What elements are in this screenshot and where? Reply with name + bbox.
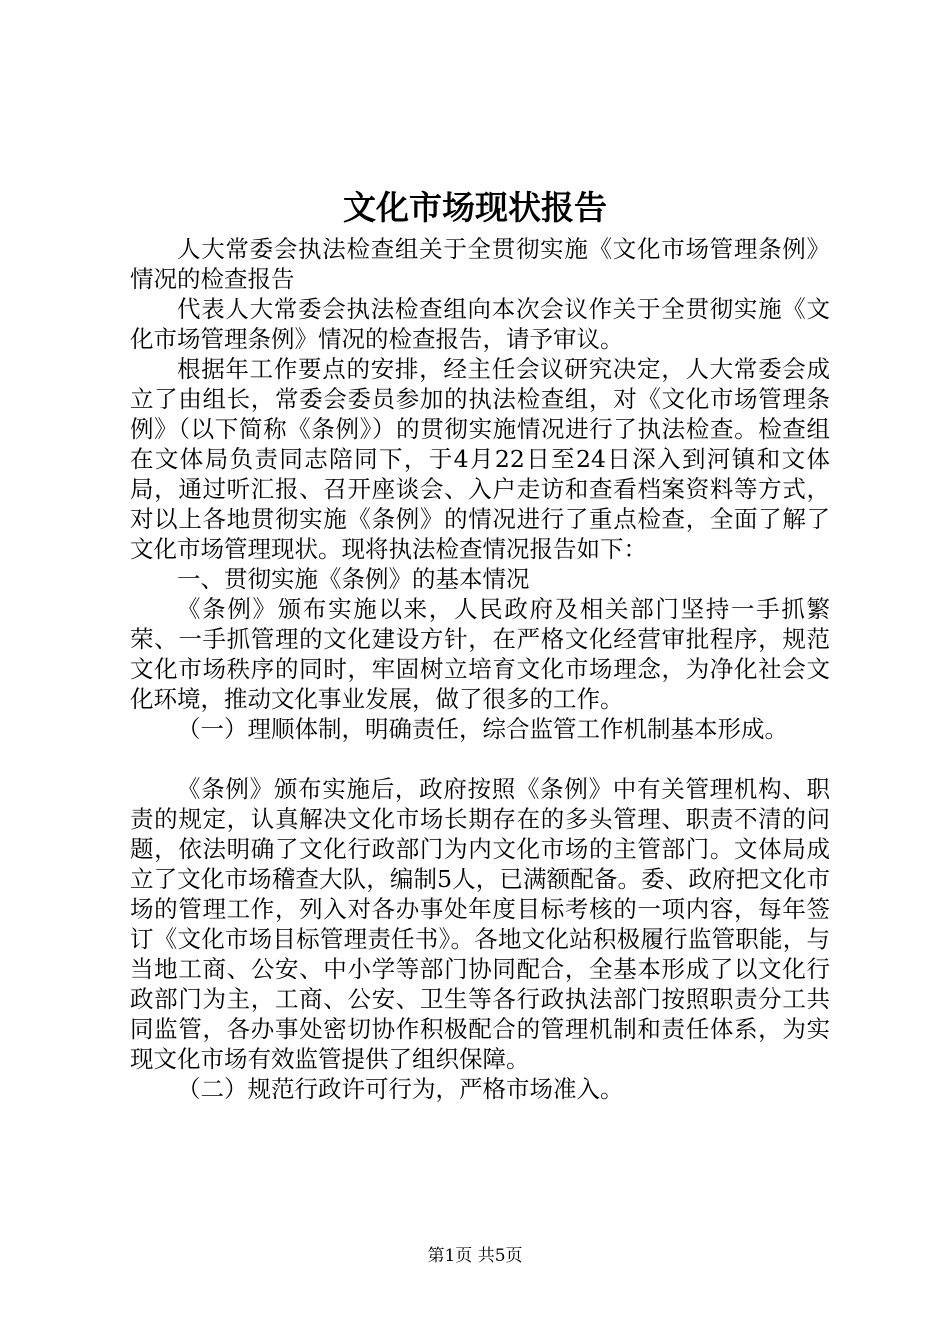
document-body [130, 234, 830, 1104]
subsection-heading-2: （二）规范行政许可行为，严格市场准入。 [177, 1075, 624, 1103]
subsection-heading-1: （一）理顺体制，明确责任，综合监管工作机制基本形成。 [177, 715, 788, 743]
paragraph-overview: 《条例》颁布实施以来，人民政府及相关部门坚持一手抓繁荣、一手抓管理的文化建设方针，在严格文化经营审批程序，规范文化市场秩序的同时，牢固树立培育文化市场理念，为净化社会文化环境，推动文化事业发展，做了很多的工作。 [130, 595, 830, 713]
paragraph-background: 根据年工作要点的安排，经主任会议研究决定，人大常委会成立了由组长，常委会委员参加的执法检查组，对《文化市场管理条例》（以下简称《条例》）的贯彻实施情况进行了执法检查。检查组在文体局负责同志陪同下，于4月22日至24日深入到河镇和文体局，通过听汇报、召开座谈会、入户走访和查看档案资料等方式，对以上各地贯彻实施《条例》的情况进行了重点检查，全面了解了文化市场管理现状。现将执法检查情况报告如下： [130, 355, 830, 563]
page-footer: 第1页 共5页 [427, 1246, 523, 1266]
paragraph-report-heading: 人大常委会执法检查组关于全贯彻实施《文化市场管理条例》情况的检查报告 [130, 235, 830, 293]
paragraph-intro: 代表人大常委会执法检查组向本次会议作关于全贯彻实施《文化市场管理条例》情况的检查报告，请予审议。 [130, 295, 830, 353]
section-heading-basic-situation: 一、贯彻实施《条例》的基本情况 [177, 565, 530, 593]
document-title: 文化市场现状报告 [343, 188, 607, 227]
paragraph-management-system: 《条例》颁布实施后，政府按照《条例》中有关管理机构、职责的规定，认真解决文化市场长期存在的多头管理、职责不清的问题，依法明确了文化行政部门为内文化市场的主管部门。文体局成立了文化市场稽查大队，编制5人，已满额配备。委、政府把文化市场的管理工作，列入对各办事处年度目标考核的一项内容，每年签订《文化市场目标管理责任书》。各地文化站积极履行监管职能，与当地工商、公安、中小学等部门协同配合，全基本形成了以文化行政部门为主，工商、公安、卫生等各行政执法部门按照职责分工共同监管，各办事处密切协作积极配合的管理机制和责任体系，为实现文化市场有效监管提供了组织保障。 [130, 775, 830, 1073]
